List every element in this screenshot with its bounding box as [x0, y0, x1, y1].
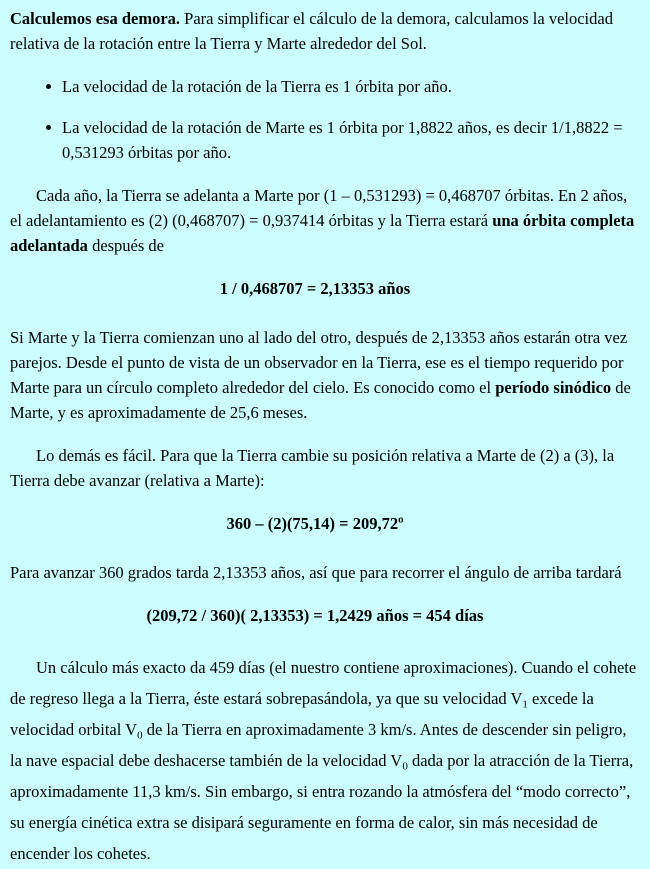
final-text-part3: de la Tierra en aproximadamente 3 km/s. Antes de descender sin peligro, la nave espacial debe deshacerse también de la velocidad V [10, 720, 627, 770]
intro-rest-text: Para simplificar el cálculo de la demora, calculamos la velocidad relativa de la rotación entre la Tierra y Marte alrededor del Sol. [10, 9, 613, 53]
bullet-text: La velocidad de la rotación de la Tierra es 1 órbita por año. [62, 77, 452, 96]
final-text-part4: dada por la atracción de la Tierra, aproximadamente 11,3 km/s. Sin embargo, si entra rozando la atmósfera del “modo correcto”, su energía cinética extra se disipará seguramente en forma de calor, sin más necesidad de encender los cohetes. [10, 751, 634, 863]
spacer-before-formula-2 [10, 493, 638, 511]
advance-paragraph: Para avanzar 360 grados tarda 2,13353 años, así que para recorrer el ángulo de arriba tardará [10, 563, 622, 582]
lead-text-part2: después de [87, 236, 165, 255]
spacer-before-formula-1 [10, 258, 638, 276]
lead-bold-phrase: una órbita completa adelantada [10, 211, 635, 255]
formula-1: 1 / 0,468707 = 2,13353 años [219, 279, 411, 298]
list-item [10, 74, 638, 99]
final-paragraph [10, 652, 638, 869]
intro-paragraph [10, 6, 638, 56]
spacer-after-formula-1 [10, 301, 638, 325]
intro-bold-lead: Calculemos esa demora. [10, 9, 181, 28]
spacer-before-formula-3 [10, 585, 638, 603]
spacer-after-formula-2 [10, 536, 638, 560]
subscript-v1: 1 [522, 698, 528, 711]
list-item [10, 115, 638, 165]
bullet-dot-icon [46, 125, 51, 130]
bullet-dot-icon [46, 84, 51, 89]
synodic-text-part2: de Marte, y es aproximadamente de 25,6 meses. [10, 378, 631, 422]
spacer-after-bullets [10, 165, 638, 183]
final-text-part1: Un cálculo más exacto da 459 días (el nuestro contiene aproximaciones). Cuando el cohete de regreso llega a la Tierra, éste estará sobrepasándola, ya que su velocidad V [10, 658, 637, 708]
synodic-paragraph [10, 325, 638, 425]
spacer-after-intro [10, 56, 638, 74]
spacer-after-synodic [10, 425, 638, 443]
formula-2: 360 – (2)(75,14) = 209,72º [226, 514, 404, 533]
synodic-bold-phrase: período sinódico [495, 378, 612, 397]
bullet-list [10, 74, 638, 165]
formula-3: (209,72 / 360)( 2,13353) = 1,2429 años = 454 días [146, 606, 484, 625]
bullet-text: La velocidad de la rotación de Marte es 1 órbita por 1,8822 años, es decir 1/1,8822 = 0,531293 órbitas por año. [62, 118, 623, 162]
subscript-v0-second: 0 [402, 760, 408, 773]
subscript-v0-first: 0 [137, 729, 143, 742]
final-text-part2: excede la velocidad orbital V [10, 689, 594, 739]
rest-paragraph: Lo demás es fácil. Para que la Tierra cambie su posición relativa a Marte de (2) a (3), la Tierra debe avanzar (relativa a Marte): [10, 446, 615, 490]
spacer-after-formula-3 [10, 628, 638, 652]
lead-text-part1: Cada año, la Tierra se adelanta a Marte por (1 – 0,531293) = 0,468707 órbitas. En 2 años, el adelantamiento es (2) (0,468707) = 0,937414 órbitas y la Tierra estará [10, 186, 628, 230]
synodic-text-part1: Si Marte y la Tierra comienzan uno al lado del otro, después de 2,13353 años estarán otra vez parejos. Desde el punto de vista de un observador en la Tierra, ese es el tiempo requerido por Marte para un círculo completo alrededor del cielo. Es conocido como el [10, 328, 628, 397]
lead-paragraph [10, 183, 638, 258]
